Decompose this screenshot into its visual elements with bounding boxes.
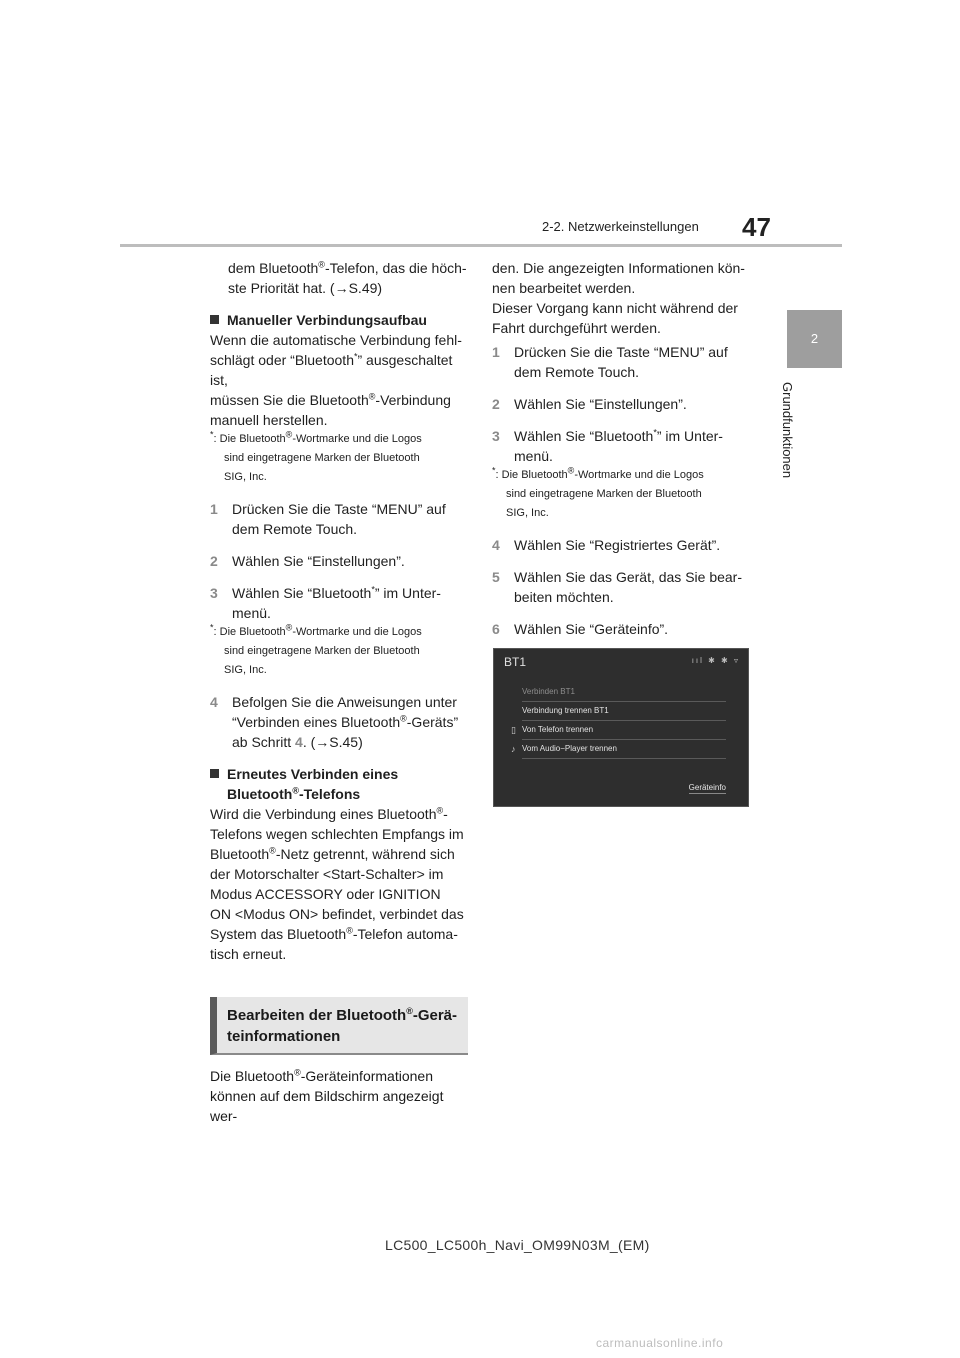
screen-title: BT1 xyxy=(504,655,527,669)
paragraph: Dieser Vorgang kann nicht während der Fahrt durchgeführt werden. xyxy=(492,300,738,336)
device-info-button: Geräteinfo xyxy=(688,783,726,792)
step-5: 5 Wählen Sie das Gerät, das Sie bear-beiten möchten. xyxy=(492,569,743,605)
step-4: 4 Wählen Sie “Registriertes Gerät”. xyxy=(492,537,721,553)
menu-item-audio-disconnect: Vom Audio−Player trennen xyxy=(522,740,726,759)
square-bullet-icon xyxy=(210,769,219,778)
step-4: 4 Befolgen Sie die Anweisungen unter “Verbinden eines Bluetooth®-Geräts” ab Schritt 4. (→S.45) xyxy=(210,694,459,750)
music-note-icon: ♪ xyxy=(511,744,516,754)
continued-text: dem Bluetooth®-Telefon, das die höch- ste Priorität hat. (→S.49) xyxy=(228,259,467,296)
menu-item-disconnect: Verbindung trennen BT1 xyxy=(522,702,726,721)
footnote: *: Die Bluetooth®-Wortmarke und die Logos sind eingetragene Marken der Bluetooth SIG, Inc. xyxy=(210,429,422,483)
page-number: 47 xyxy=(742,212,771,242)
left-column xyxy=(210,258,472,964)
status-icons: ııl ✱ ✱ ▿ xyxy=(691,656,740,665)
header-rule xyxy=(120,244,842,247)
subheading-reconnect: Erneutes Verbinden eines Bluetooth®-Telefons xyxy=(210,764,472,804)
chapter-tab: 2 xyxy=(787,310,842,368)
footnote: *: Die Bluetooth®-Wortmarke und die Logos sind eingetragene Marken der Bluetooth SIG, Inc. xyxy=(210,622,422,676)
section-title: 2-2. Netzwerkeinstellungen xyxy=(542,219,699,234)
section-heading-box: Bearbeiten der Bluetooth®-Gerä- teinformationen xyxy=(210,997,468,1055)
screen-illustration xyxy=(493,648,749,807)
chapter-label: Grundfunktionen xyxy=(780,382,795,479)
step-2: 2 Wählen Sie “Einstellungen”. xyxy=(210,553,405,569)
step-1: 1 Drücken Sie die Taste “MENU” auf dem Remote Touch. xyxy=(492,344,728,380)
step-2: 2 Wählen Sie “Einstellungen”. xyxy=(492,396,687,412)
menu-item-phone-disconnect: Von Telefon trennen xyxy=(522,721,726,740)
paragraph: Wird die Verbindung eines Bluetooth®- Telefons wegen schlechten Empfangs im Bluetooth®-Netz getrennt, während sich der Motorschalter <Start-Schalter> im Modus ACCESSORY oder IGNITION ON <Modus ON> befindet, verbindet das System das Bluetooth®-Telefon automa- tisch erneut. xyxy=(210,805,464,962)
paragraph: den. Die angezeigten Informationen kön- nen bearbeitet werden. xyxy=(492,260,745,296)
step-1: 1 Drücken Sie die Taste “MENU” auf dem Remote Touch. xyxy=(210,501,446,537)
step-3: 3 Wählen Sie “Bluetooth*” im Unter- menü. xyxy=(210,584,441,621)
phone-icon: ▯ xyxy=(511,725,516,735)
paragraph: Wenn die automatische Verbindung fehl- schlägt oder “Bluetooth*” ausgeschaltet ist, müssen Sie die Bluetooth®-Verbindung manuell herstellen. xyxy=(210,332,462,428)
menu-item-connect: Verbinden BT1 xyxy=(522,683,726,702)
right-column xyxy=(492,258,754,639)
watermark: carmanualsonline.info xyxy=(596,1336,724,1350)
subheading-manual-connection: Manueller Verbindungsaufbau xyxy=(210,310,472,330)
footer-code: LC500_LC500h_Navi_OM99N03M_(EM) xyxy=(385,1237,650,1253)
step-3: 3 Wählen Sie “Bluetooth*” im Unter- menü. xyxy=(492,427,723,464)
paragraph: Die Bluetooth®-Geräteinformationen können auf dem Bildschirm angezeigt wer- xyxy=(210,1067,444,1124)
footnote: *: Die Bluetooth®-Wortmarke und die Logos sind eingetragene Marken der Bluetooth SIG, Inc. xyxy=(492,465,704,519)
square-bullet-icon xyxy=(210,315,219,324)
step-6: 6 Wählen Sie “Geräteinfo”. xyxy=(492,621,669,637)
